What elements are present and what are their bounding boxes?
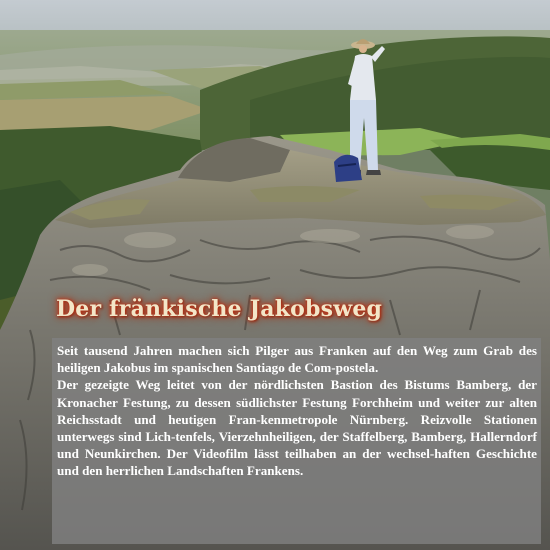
description-box <box>52 338 541 544</box>
route-paragraph: Der gezeigte Weg leitet von der nördlichsten Bastion des Bistums Bamberg, der Kronacher Festung, zu dessen südlichster Festung Forchheim und weiter zur alten Reichsstadt und heutigen Fran-kenmetropole Nürnberg. Reizvolle Stationen unterwegs sind Lich-tenfels, Vierzehnheiligen, der Staffelberg, Bamberg, Hallerndorf und Neunkirchen. Der Videofilm lässt teilhaben an der wechsel-haften Geschichte und den herrlichen Landschaften Frankens. <box>57 377 537 479</box>
page-title: Der fränkische Jakobsweg <box>56 296 383 322</box>
intro-paragraph: Seit tausend Jahren machen sich Pilger aus Franken auf den Weg zum Grab des heiligen Jakobus im spanischen Santiago de Com-postela. <box>57 343 537 376</box>
